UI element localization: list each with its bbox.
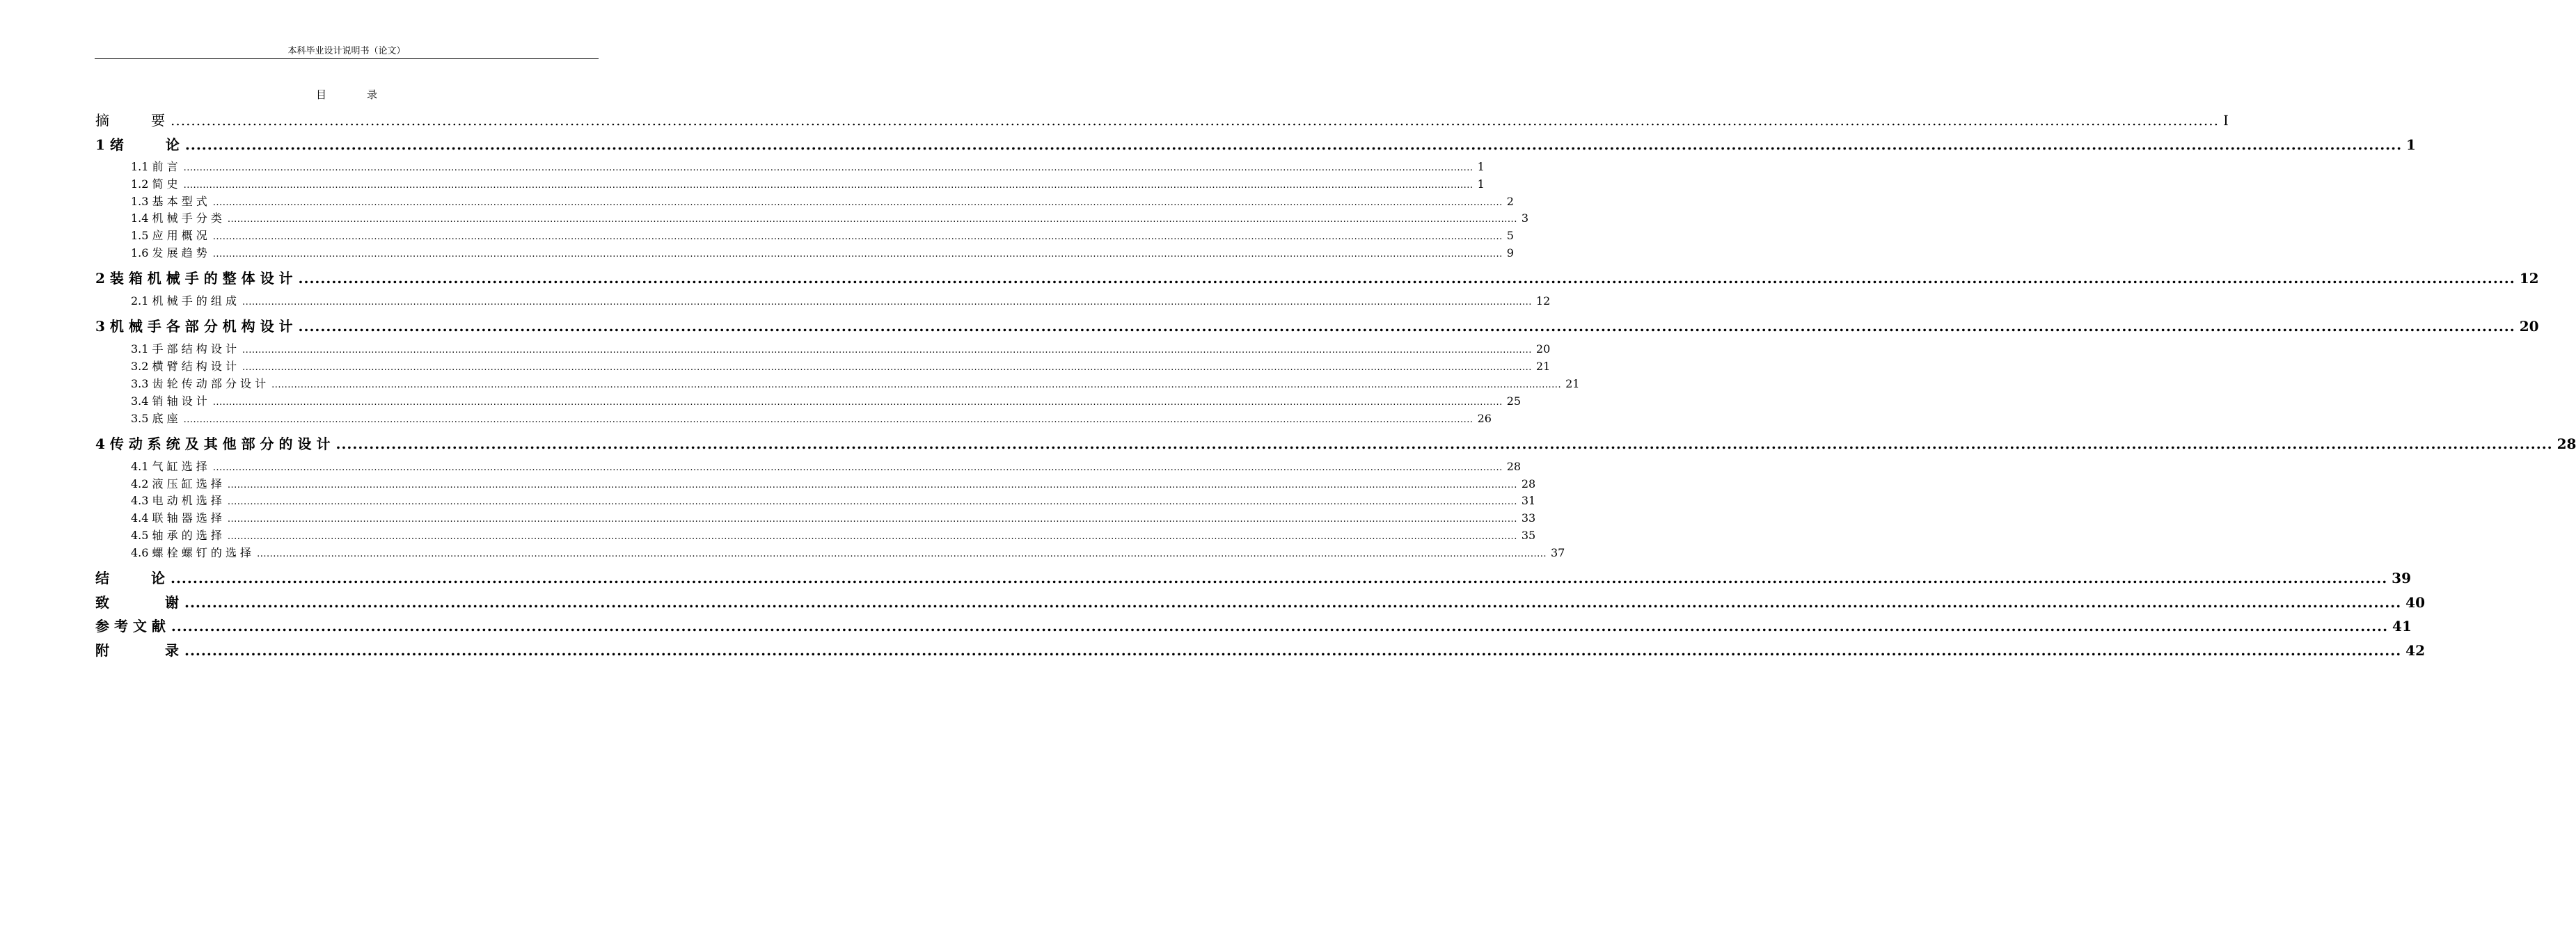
toc-entry-label: 1.2 简 史 — [131, 177, 178, 191]
dot-leader: ................................................................................................................................................................................................................................................................................................................................................................................................................ — [183, 163, 1473, 173]
dot-leader: ................................................................................................................................................................................................................................................................................................................................................................................................................ — [212, 249, 1503, 259]
toc-entry-page: 5 — [1506, 229, 1514, 242]
toc-entry-label: 4.2 液 压 缸 选 择 — [131, 477, 222, 490]
toc-entry[interactable] — [95, 317, 2539, 335]
toc-entry-label: 4.5 轴 承 的 选 择 — [131, 529, 222, 542]
toc-entry[interactable] — [95, 617, 2412, 635]
toc-entry-label: 2.1 机 械 手 的 组 成 — [131, 294, 237, 307]
toc-entry-label: 4 传 动 系 统 及 其 他 部 分 的 设 计 — [95, 435, 331, 452]
toc-entry-page: 1 — [1477, 177, 1485, 191]
header-text: 本科毕业设计说明书（论文） — [287, 46, 406, 56]
toc-subentry[interactable] — [131, 359, 1551, 376]
toc-entry-label: 2 装 箱 机 械 手 的 整 体 设 计 — [95, 270, 293, 287]
toc-title-left: 目 — [315, 88, 326, 101]
toc-entry-page: 2 — [1506, 195, 1514, 208]
toc-entry-label: 参 考 文 献 — [95, 618, 166, 634]
toc-entry-label: 1.6 发 展 趋 势 — [131, 246, 207, 259]
toc-entry-page: 31 — [1521, 494, 1536, 507]
toc-entry-page: 41 — [2392, 618, 2412, 634]
toc-entry-label: 4.1 气 缸 选 择 — [131, 460, 207, 473]
toc-entry-label: 1 绪 论 — [95, 136, 180, 153]
dot-leader: ................................................................................................................................................................................................................................................................................................................................................................................................................ — [184, 136, 2403, 153]
toc-subentry[interactable] — [131, 394, 1522, 410]
toc-subentry[interactable] — [131, 159, 1485, 176]
dot-leader: ................................................................................................................................................................................................................................................................................................................................................................................................................ — [242, 345, 1532, 355]
dot-leader: ................................................................................................................................................................................................................................................................................................................................................................................................................ — [183, 415, 1473, 425]
toc-entry-label: 1.5 应 用 概 况 — [131, 229, 207, 242]
dot-leader: ................................................................................................................................................................................................................................................................................................................................................................................................................ — [184, 594, 2402, 611]
toc-subentry[interactable] — [131, 228, 1514, 245]
toc-entry-page: 33 — [1521, 511, 1536, 525]
toc-entry-page: 42 — [2405, 642, 2425, 659]
toc-entry[interactable] — [95, 111, 2229, 129]
dot-leader: ................................................................................................................................................................................................................................................................................................................................................................................................................ — [298, 270, 2515, 287]
toc-entry-page: 40 — [2405, 594, 2425, 611]
dot-leader: ................................................................................................................................................................................................................................................................................................................................................................................................................ — [257, 549, 1547, 559]
toc-entry-page: I — [2222, 112, 2229, 129]
toc-entry-page: 1 — [1477, 160, 1485, 173]
dot-leader: ................................................................................................................................................................................................................................................................................................................................................................................................................ — [212, 397, 1503, 408]
dot-leader: ................................................................................................................................................................................................................................................................................................................................................................................................................ — [212, 463, 1503, 473]
toc-entry[interactable] — [95, 593, 2425, 612]
toc-entry[interactable] — [95, 269, 2539, 287]
dot-leader: ................................................................................................................................................................................................................................................................................................................................................................................................................ — [212, 198, 1503, 208]
toc-subentry[interactable] — [131, 459, 1522, 476]
toc-subentry[interactable] — [131, 194, 1514, 211]
dot-leader: ................................................................................................................................................................................................................................................................................................................................................................................................................ — [212, 232, 1503, 242]
toc-entry-page: 20 — [2519, 318, 2539, 335]
toc-entry-label: 4.3 电 动 机 选 择 — [131, 494, 222, 507]
toc-entry-page: 25 — [1506, 394, 1522, 408]
toc-entry-page: 21 — [1565, 377, 1580, 390]
toc-entry-label: 1.4 机 械 手 分 类 — [131, 211, 222, 225]
toc-entry-label: 3 机 械 手 各 部 分 机 构 设 计 — [95, 318, 293, 335]
toc-entry-page: 37 — [1551, 546, 1565, 559]
toc-entry-label: 3.4 销 轴 设 计 — [131, 394, 207, 408]
toc-entry[interactable] — [95, 569, 2411, 587]
toc-subentry[interactable] — [131, 411, 1492, 428]
toc-entry-label: 3.2 横 臂 结 构 设 计 — [131, 360, 237, 373]
toc-entry-label: 3.1 手 部 结 构 设 计 — [131, 342, 237, 355]
dot-leader: ................................................................................................................................................................................................................................................................................................................................................................................................................ — [184, 642, 2402, 659]
toc-entry[interactable] — [95, 435, 2576, 453]
dot-leader: ................................................................................................................................................................................................................................................................................................................................................................................................................ — [227, 497, 1517, 507]
dot-leader: ................................................................................................................................................................................................................................................................................................................................................................................................................ — [171, 618, 2389, 634]
toc-entry-label: 3.3 齿 轮 传 动 部 分 设 计 — [131, 377, 267, 390]
toc-entry-page: 20 — [1535, 342, 1551, 355]
toc-entry-page: 28 — [1521, 477, 1536, 490]
dot-leader: ................................................................................................................................................................................................................................................................................................................................................................................................................ — [183, 180, 1473, 191]
toc-entry-label: 1.3 基 本 型 式 — [131, 195, 207, 208]
toc-subentry[interactable] — [131, 477, 1536, 493]
toc-entry-label: 致 谢 — [95, 594, 179, 611]
dot-leader: ................................................................................................................................................................................................................................................................................................................................................................................................................ — [271, 380, 1562, 390]
toc-subentry[interactable] — [131, 294, 1551, 310]
dot-leader: ................................................................................................................................................................................................................................................................................................................................................................................................................ — [242, 297, 1532, 307]
toc-entry[interactable] — [95, 136, 2416, 154]
toc-subentry[interactable] — [131, 177, 1485, 193]
toc-entry-page: 28 — [1506, 460, 1522, 473]
toc-entry-page: 12 — [1535, 294, 1551, 307]
toc-entry-page: 26 — [1477, 412, 1492, 425]
dot-leader: ................................................................................................................................................................................................................................................................................................................................................................................................................ — [335, 435, 2553, 452]
toc-entry-label: 摘 要 — [95, 112, 165, 129]
toc-entry-label: 结 论 — [95, 570, 165, 586]
toc-subentry[interactable] — [131, 342, 1551, 358]
toc-subentry[interactable] — [131, 376, 1580, 393]
toc-entry-page: 21 — [1535, 360, 1551, 373]
toc-entry-label: 4.6 螺 栓 螺 钉 的 选 择 — [131, 546, 252, 559]
dot-leader: ................................................................................................................................................................................................................................................................................................................................................................................................................ — [298, 318, 2515, 335]
toc-entry-label: 3.5 底 座 — [131, 412, 178, 425]
dot-leader: ................................................................................................................................................................................................................................................................................................................................................................................................................ — [227, 514, 1517, 525]
toc-subentry[interactable] — [131, 511, 1536, 527]
toc-entry-label: 4.4 联 轴 器 选 择 — [131, 511, 222, 525]
dot-leader: ................................................................................................................................................................................................................................................................................................................................................................................................................ — [242, 362, 1532, 373]
toc-title-right: 录 — [367, 88, 378, 101]
toc-subentry[interactable] — [131, 545, 1565, 562]
dot-leader: ................................................................................................................................................................................................................................................................................................................................................................................................................ — [227, 480, 1517, 490]
toc-entry-label: 1.1 前 言 — [131, 160, 178, 173]
toc-subentry[interactable] — [131, 493, 1536, 510]
dot-leader: ................................................................................................................................................................................................................................................................................................................................................................................................................ — [227, 214, 1517, 225]
toc-entry-page: 3 — [1521, 211, 1529, 225]
toc-entry-page: 35 — [1521, 529, 1536, 542]
toc-entry-page: 12 — [2519, 270, 2539, 287]
toc-subentry[interactable] — [131, 246, 1514, 262]
toc-entry-page: 39 — [2392, 570, 2411, 586]
toc-entry-page: 1 — [2406, 136, 2416, 153]
toc-entry[interactable] — [95, 641, 2425, 660]
toc-entry-label: 附 录 — [95, 642, 179, 659]
toc-entry-page: 28 — [2557, 435, 2576, 452]
toc-subentry[interactable] — [131, 528, 1536, 545]
toc-entry-page: 9 — [1506, 246, 1514, 259]
dot-leader: ................................................................................................................................................................................................................................................................................................................................................................................................................ — [171, 570, 2388, 586]
dot-leader: ................................................................................................................................................................................................................................................................................................................................................................................................................ — [171, 112, 2219, 129]
dot-leader: ................................................................................................................................................................................................................................................................................................................................................................................................................ — [227, 532, 1517, 542]
toc-subentry[interactable] — [131, 211, 1529, 227]
